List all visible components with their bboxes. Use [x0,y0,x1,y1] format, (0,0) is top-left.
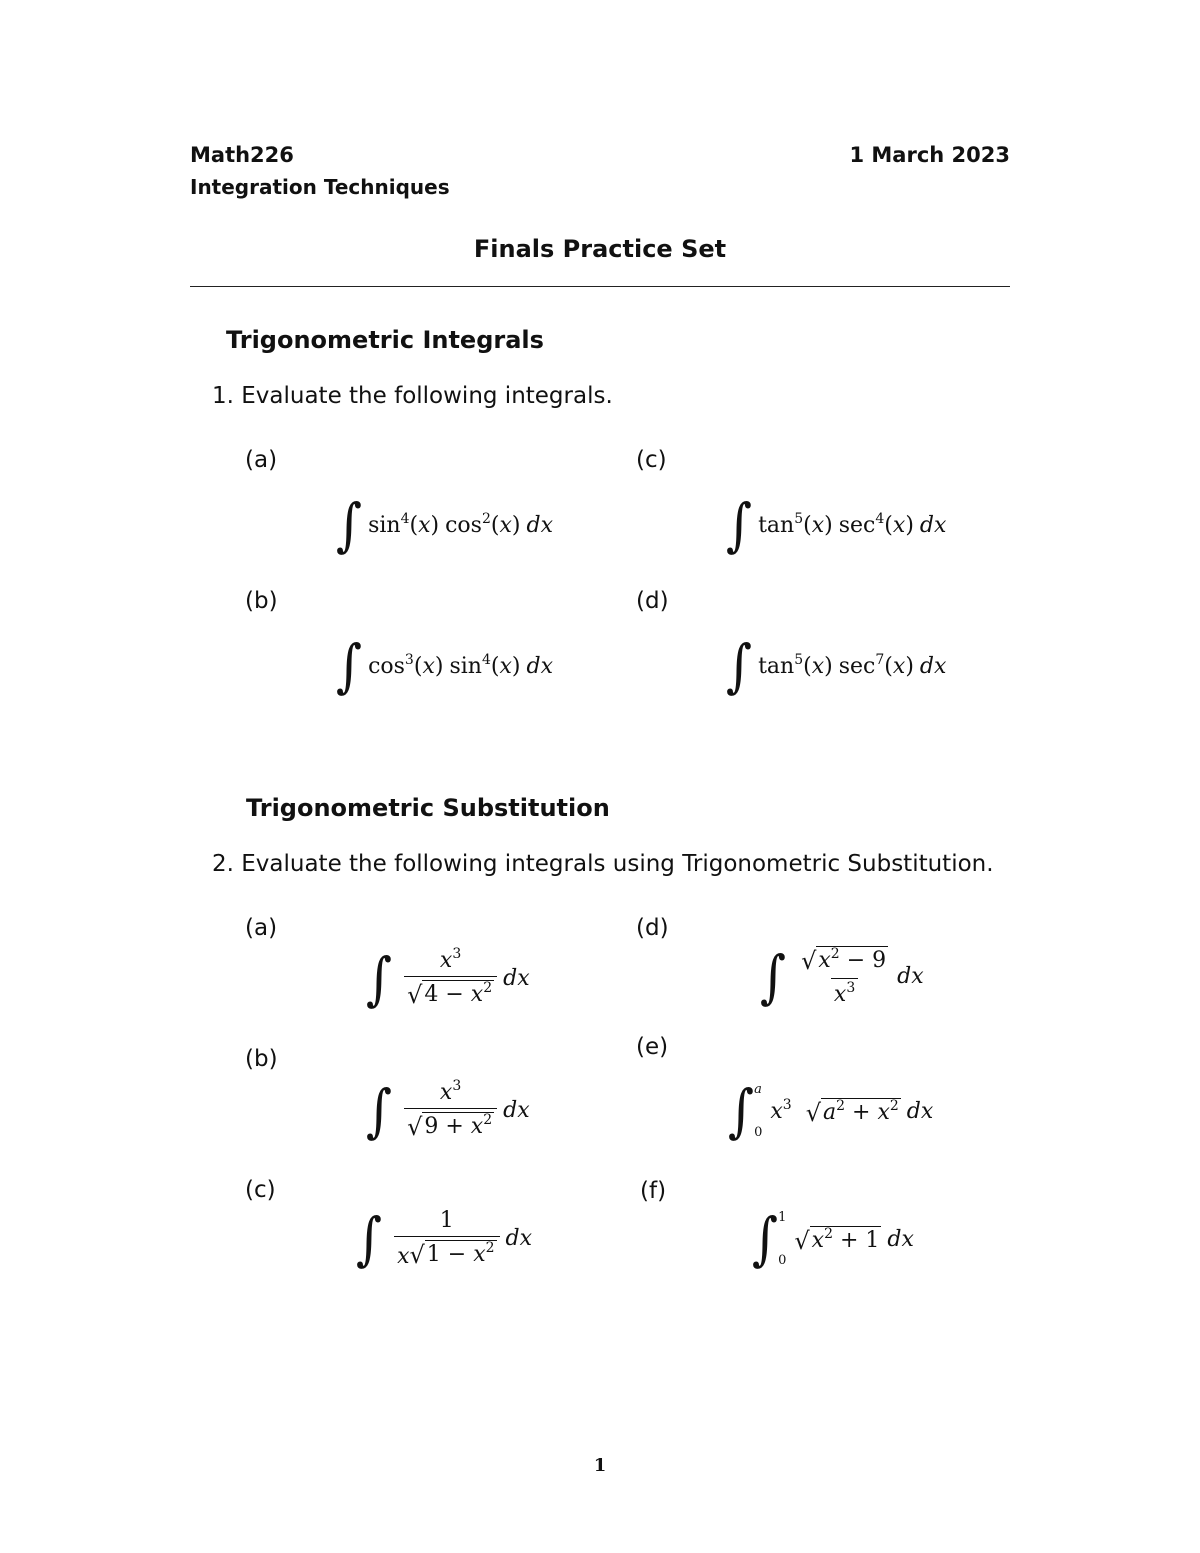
course-code: Math226 [190,143,294,167]
integral-1c: ∫ $\tan^5(x)$ $\sec^4(x)$ dx [726,491,947,559]
page-title: Finals Practice Set [473,235,727,263]
problem-2-prompt: 2. Evaluate the following integrals using Trigonometric Substitution. [212,851,994,877]
integral-2c: ∫ 1 x √ $1 - x^2$ dx [356,1205,533,1272]
integral-2e: ∫ a 0 $x^3$ √ $a^2 + x^2$ dx [728,1077,934,1145]
part-label-2b: (b) [245,1046,278,1072]
part-label-2d: (d) [636,915,669,941]
course-topic: Integration Techniques [190,175,450,199]
integral-2f: ∫ 1 0 √ $x^2 + 1$ dx [752,1205,914,1273]
integral-2d: ∫ √ $x^2 - 9$ $x^3$ dx [760,943,924,1010]
integral-1d: ∫ $\tan^5(x)$ $\sec^7(x)$ dx [726,632,947,700]
page-number: 1 [593,1455,607,1476]
part-label-1d: (d) [636,588,669,614]
part-label-2a: (a) [245,915,278,941]
title-divider [190,286,1010,287]
section-heading-trig-integrals: Trigonometric Integrals [226,326,544,354]
section-heading-trig-substitution: Trigonometric Substitution [246,794,610,822]
part-label-1a: (a) [245,447,278,473]
document-date: 1 March 2023 [849,143,1010,167]
part-label-2e: (e) [636,1034,669,1060]
part-label-2c: (c) [245,1177,276,1203]
part-label-1c: (c) [636,447,667,473]
part-label-2f: (f) [640,1178,667,1204]
part-label-1b: (b) [245,588,278,614]
integral-1b: ∫ $\cos^3(x)$ $\sin^4(x)$ dx [336,632,553,700]
integral-1a: ∫ $\sin^4(x)$ $\cos^2(x)$ dx [336,491,553,559]
integral-2a: ∫ $x^3$ √ $4 - x^2$ dx [366,945,530,1012]
integral-2b: ∫ $x^3$ √ $9 + x^2$ dx [366,1077,530,1144]
problem-1-prompt: 1. Evaluate the following integrals. [212,383,613,409]
